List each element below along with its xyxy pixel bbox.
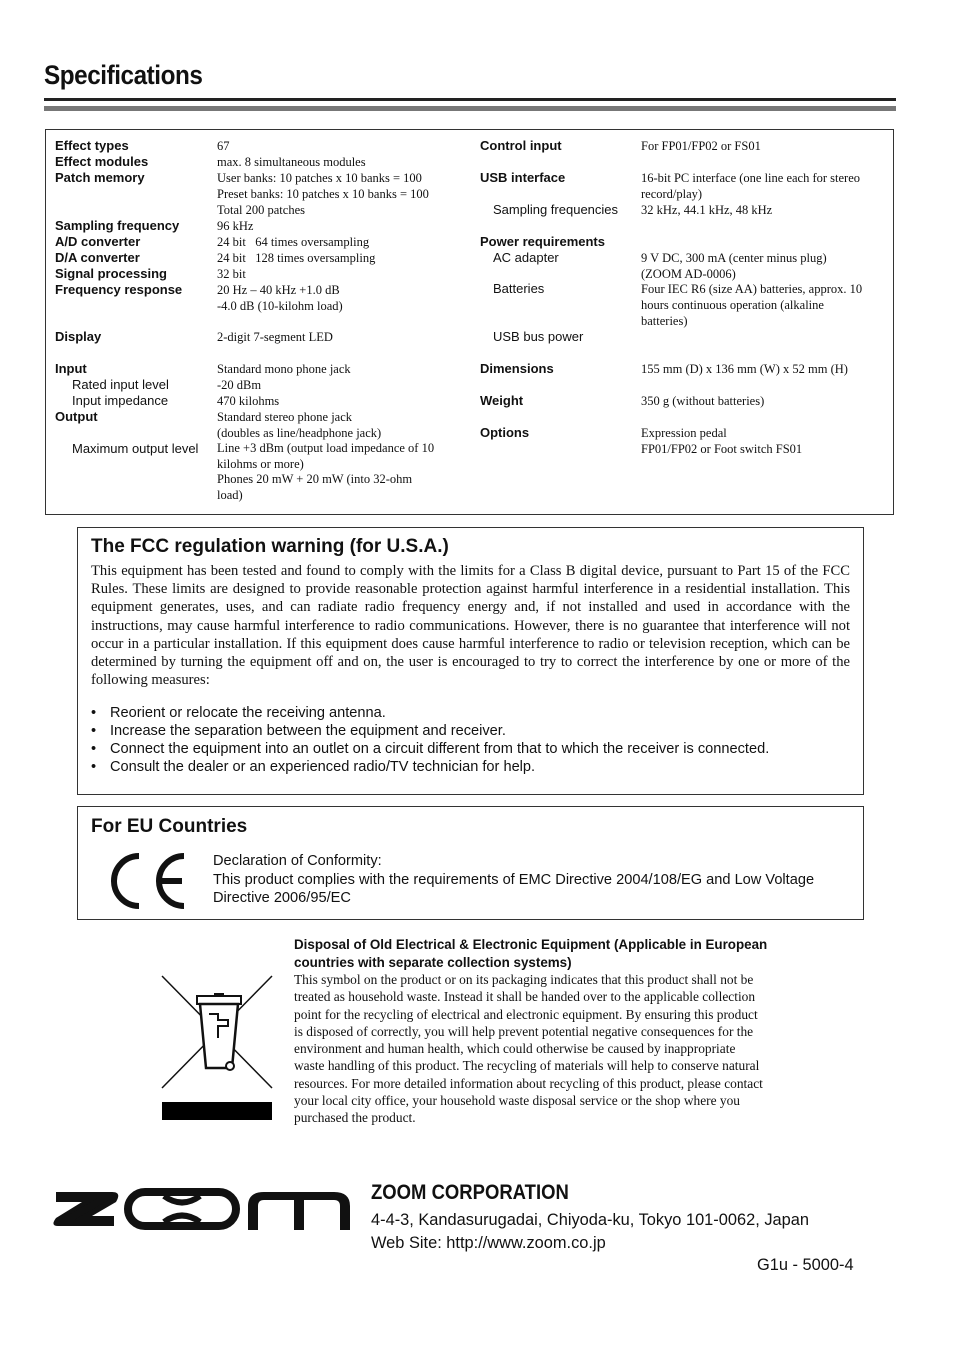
spec-label-sampling-frequency: Sampling frequency (55, 218, 180, 233)
spec-label-display: Display (55, 329, 102, 344)
eu-declaration-text: This product complies with the requirements of EMC Directive 2004/108/EG and Low Voltage Directive 2006/95/EC (213, 871, 815, 906)
eu-declaration-title: Declaration of Conformity: (213, 853, 382, 869)
spec-value-effect-types: 67 (217, 139, 230, 153)
spec-value-effect-modules: max. 8 simultaneous modules (217, 155, 366, 169)
spec-value-usb-interface: 16-bit PC interface (one line each for stereo record/play) (641, 171, 861, 201)
eu-heading: For EU Countries (91, 816, 248, 837)
spec-value-ac-adapter: 9 V DC, 300 mA (center minus plug) (ZOOM AD-0006) (641, 251, 827, 281)
spec-value-maximum-output-level: Line +3 dBm (output load impedance of 10 kilohms or more) Phones 20 mW + 20 mW (into 32-ohm load) (217, 441, 435, 503)
spec-label-signal-processing: Signal processing (55, 266, 167, 281)
spec-label-options: Options (480, 425, 530, 440)
company-address: 4-4-3, Kandasurugadai, Chiyoda-ku, Tokyo 101-0062, Japan (371, 1211, 809, 1229)
fcc-bullet-item: • Increase the separation between the equipment and receiver. (91, 723, 506, 739)
spec-label-effect-modules: Effect modules (55, 154, 149, 169)
spec-label-input-impedance: Input impedance (72, 393, 169, 408)
page-title: Specifications (44, 60, 203, 90)
fcc-bullet-text: Connect the equipment into an outlet on a circuit different from that to which the receiver is connected. (110, 741, 770, 757)
spec-value-ad-converter: 24 bit 64 times oversampling (217, 235, 370, 249)
fcc-heading: The FCC regulation warning (for U.S.A.) (91, 536, 449, 557)
spec-value-display: 2-digit 7-segment LED (217, 330, 333, 344)
spec-value-output: Standard stereo phone jack (doubles as line/headphone jack) (217, 410, 382, 440)
spec-label-maximum-output-level: Maximum output level (72, 441, 199, 456)
spec-label-ad-converter: A/D converter (55, 234, 141, 249)
fcc-bullet-item: • Reorient or relocate the receiving antenna. (91, 705, 386, 721)
spec-value-sampling-frequency: 96 kHz (217, 219, 254, 233)
spec-label-power-requirements: Power requirements (480, 234, 605, 249)
spec-label-ac-adapter: AC adapter (493, 250, 559, 265)
title-rule (44, 98, 896, 101)
spec-value-input-impedance: 470 kilohms (217, 394, 280, 408)
disposal-heading: Disposal of Old Electrical & Electronic Equipment (Applicable in European countries with separate collection systems) (294, 937, 768, 970)
spec-label-rated-input-level: Rated input level (72, 377, 169, 392)
fcc-body: This equipment has been tested and found to comply with the limits for a Class B digital device, pursuant to Part 15 of the FCC Rules. These limits are designed to provide reasonable protection against harmful interference in a residential installation. This equipment generates, uses, and can radiate radio frequency energy and, if not installed and used in accordance with the instructions, may cause harmful interference to radio communications. However, there is no guarantee that interference will not occur in a particular installation. If this equipment does cause harmful interference to radio or television reception, which can be determined by turning the equipment off and on, the user is encouraged to try to correct the interference by one or more of the following measures: (91, 563, 850, 689)
spec-label-weight: Weight (480, 393, 524, 408)
spec-value-dimensions: 155 mm (D) x 136 mm (W) x 52 mm (H) (641, 362, 848, 376)
spec-label-batteries: Batteries (493, 281, 545, 296)
spec-value-weight: 350 g (without batteries) (641, 394, 765, 408)
fcc-bullet-text: Consult the dealer or an experienced radio/TV technician for help. (110, 759, 536, 775)
fcc-bullet-item: • Consult the dealer or an experienced radio/TV technician for help. (91, 759, 536, 775)
spec-label-input: Input (55, 361, 87, 376)
spec-value-batteries: Four IEC R6 (size AA) batteries, approx. 10 hours continuous operation (alkaline batteries) (641, 282, 863, 328)
spec-value-patch-memory: User banks: 10 patches x 10 banks = 100 Preset banks: 10 patches x 10 banks = 100 Total 200 patches (217, 171, 429, 217)
crossed-bin-icon (160, 974, 275, 1122)
company-website: Web Site: http://www.zoom.co.jp (371, 1234, 606, 1252)
fcc-bullet-item: • Connect the equipment into an outlet on a circuit different from that to which the receiver is connected. (91, 741, 770, 757)
spec-label-frequency-response: Frequency response (55, 282, 183, 297)
spec-label-dimensions: Dimensions (480, 361, 554, 376)
spec-label-output: Output (55, 409, 98, 424)
spec-label-effect-types: Effect types (55, 138, 129, 153)
fcc-bullet-text: Increase the separation between the equipment and receiver. (110, 723, 506, 739)
spec-value-da-converter: 24 bit 128 times oversampling (217, 251, 376, 265)
zoom-logo (52, 1186, 354, 1232)
spec-value-frequency-response: 20 Hz – 40 kHz +1.0 dB -4.0 dB (10-kilohm load) (217, 283, 343, 313)
spec-value-rated-input-level: -20 dBm (217, 378, 262, 392)
spec-label-usb-bus-power: USB bus power (493, 329, 584, 344)
eu-declaration (213, 852, 853, 908)
title-rule-secondary (44, 106, 896, 111)
spec-value-sampling-frequencies: 32 kHz, 44.1 kHz, 48 kHz (641, 203, 773, 217)
spec-label-patch-memory: Patch memory (55, 170, 145, 185)
spec-label-sampling-frequencies: Sampling frequencies (493, 202, 619, 217)
spec-label-usb-interface: USB interface (480, 170, 566, 185)
ce-mark-icon (106, 852, 188, 910)
company-name: ZOOM CORPORATION (371, 1181, 569, 1204)
document-code: G1u - 5000-4 (757, 1256, 854, 1274)
spec-value-options: Expression pedal FP01/FP02 or Foot switch FS01 (641, 426, 803, 456)
fcc-bullet-text: Reorient or relocate the receiving antenna. (110, 705, 386, 721)
spec-label-da-converter: D/A converter (55, 250, 140, 265)
spec-value-signal-processing: 32 bit (217, 267, 246, 281)
disposal-body: This symbol on the product or on its packaging indicates that this product shall not be treated as household waste. Instead it shall be handed over to the applicable collection point for the recycling of electrical and electronic equipment. By ensuring this product is disposed of correctly, you will help prevent potential negative consequences for the environment and human health, which could otherwise be caused by inappropriate waste handling of this product. The recycling of materials will help to conserve natural resources. For more detailed information about recycling of this product, please contact your local city office, your household waste disposal service or the shop where you purchased the product. (294, 972, 763, 1126)
spec-value-input: Standard mono phone jack (217, 362, 351, 376)
spec-label-control-input: Control input (480, 138, 562, 153)
spec-value-control-input: For FP01/FP02 or FS01 (641, 139, 761, 153)
